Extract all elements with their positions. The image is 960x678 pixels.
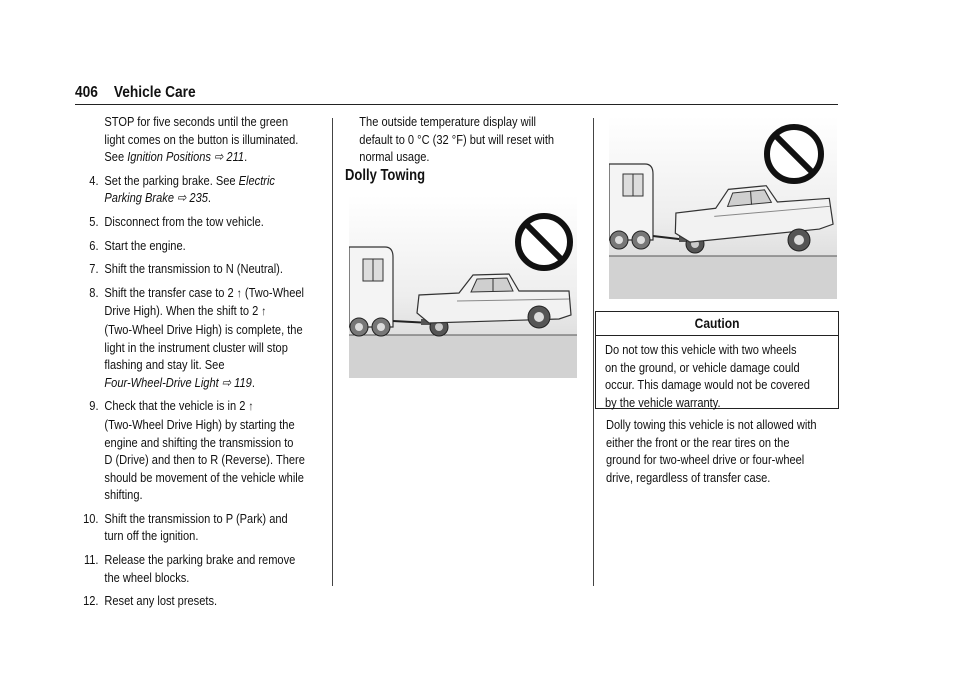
- list-item: 12. Reset any lost presets.: [83, 593, 218, 609]
- link-electric-parking-brake[interactable]: Electric: [238, 172, 275, 188]
- header-rule: [75, 104, 838, 105]
- continued-step: STOP for five seconds until the green light comes on the button is illuminated. See Ignition Positions ⇨ 211.: [104, 114, 299, 165]
- dolly-towing-illustration-1: [349, 195, 577, 378]
- page-number: 406: [75, 84, 98, 101]
- list-item: 11. Release the parking brake and remove the wheel blocks.: [83, 552, 296, 585]
- list-item: 7. Shift the transmission to N (Neutral).: [89, 261, 283, 277]
- list-item: 6. Start the engine.: [89, 237, 186, 253]
- column-middle: [345, 113, 585, 166]
- caution-body: Do not tow this vehicle with two wheels on the ground, or vehicle damage could occur. This damage would not be covered by the vehicle warranty.: [605, 342, 810, 410]
- dolly-towing-paragraph: Dolly towing this vehicle is not allowed with either the front or the rear tires on the ground for two-wheel drive or four-wheel drive, regardless of transfer case.: [606, 417, 817, 485]
- dolly-towing-illustration-2: [609, 116, 837, 299]
- section-heading: Dolly Towing: [345, 167, 426, 184]
- arrow-up-icon: ↑: [261, 304, 267, 319]
- section-title: Vehicle Care: [113, 84, 196, 101]
- link-ignition-positions[interactable]: Ignition Positions: [127, 149, 211, 165]
- page-ref-icon: ⇨: [177, 190, 187, 206]
- arrow-up-icon: ↑: [236, 285, 242, 300]
- list-item: 4. Set the parking brake. See Electric Parking Brake ⇨ 235.: [89, 172, 275, 206]
- page-ref-icon: ⇨: [214, 149, 224, 165]
- arrow-up-icon: ↑: [248, 399, 254, 414]
- temperature-note: The outside temperature display will default to 0 °C (32 °F) but will reset with normal usage.: [359, 114, 555, 165]
- list-item: 5. Disconnect from the tow vehicle.: [89, 213, 264, 229]
- column-divider-2: [593, 118, 594, 586]
- column-left: [75, 113, 375, 616]
- page-ref-icon: ⇨: [221, 374, 232, 390]
- caution-title: Caution: [596, 312, 838, 336]
- caution-box: [595, 311, 839, 409]
- list-item: 8. Shift the transfer case to 2 ↑ (Two-Wheel Drive High). When the shift to 2 ↑ (Two-Wheel Drive High) is complete, the light in the instrument cluster will stop flashing and stay lit. See Four-Wheel-Drive Light ⇨ 119.: [89, 284, 305, 390]
- list-item: 10. Shift the transmission to P (Park) and turn off the ignition.: [83, 510, 288, 544]
- page-header: [75, 84, 196, 102]
- list-item: 9. Check that the vehicle is in 2 ↑ (Two-Wheel Drive High) by starting the engine and shifting the transmission to D (Drive) and then to R (Reverse). There should be movement of the vehicle while shifting.: [89, 398, 305, 503]
- link-four-wheel-drive-light[interactable]: Four-Wheel-Drive Light: [104, 374, 219, 390]
